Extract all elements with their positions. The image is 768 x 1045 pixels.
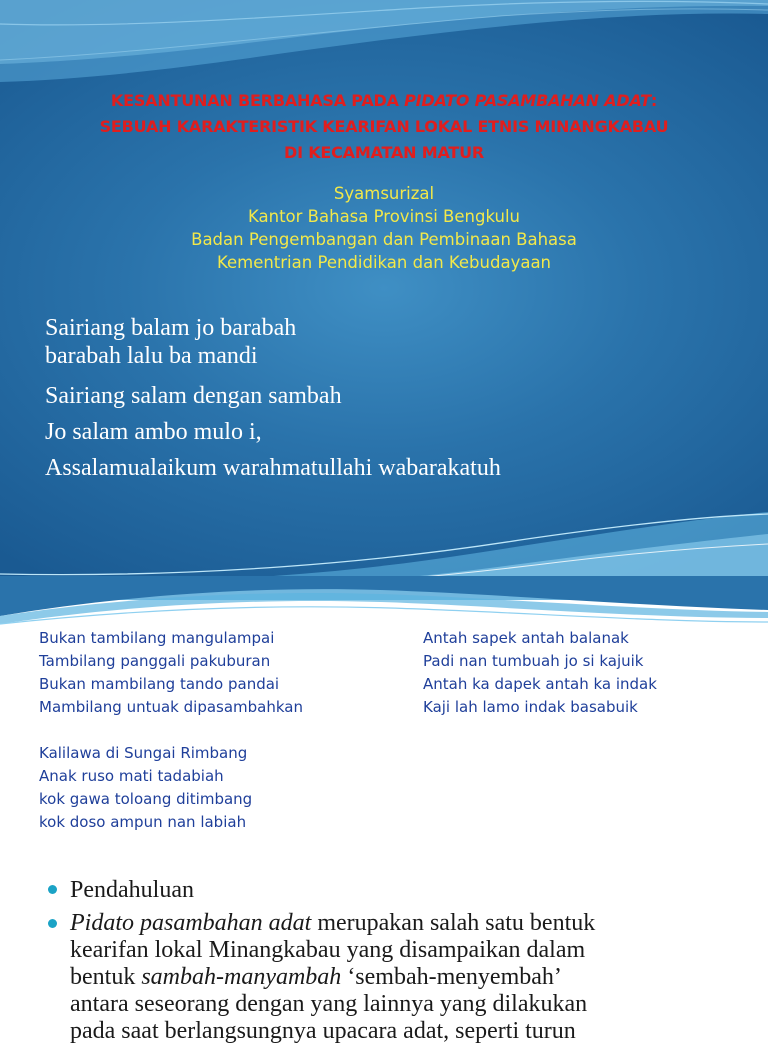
bullet-text: Pendahuluan [70,877,194,903]
stanza-line: Mambilang untuak dipasambahkan [39,698,304,716]
slide-title [0,88,768,166]
bullet-dot-icon [48,919,57,928]
title-line-1: KESANTUNAN BERBAHASA PADA PIDATO PASAMBAHAN ADAT: [110,91,658,110]
stanza-left [39,627,303,719]
stanza-line: Bukan mambilang tando pandai [39,675,280,693]
author-ministry: Kementrian Pendidikan dan Kebudayaan [216,253,552,272]
stanza-line: kok gawa toloang ditimbang [39,790,253,808]
pantun-line: Jo salam ambo mulo i, [45,419,262,445]
stanza-line: Padi nan tumbuah jo si kajuik [423,652,644,670]
bullet-list [46,876,758,1045]
pantun-line: Sairiang salam dengan sambah [45,383,342,409]
opening-pantun [45,314,501,486]
title-line-3: DI KECAMATAN MATUR [283,143,485,162]
pantun-line: Assalamualaikum warahmatullahi wabarakatuh [45,455,501,481]
stanza-line: Anak ruso mati tadabiah [39,767,224,785]
bullet-item-definition [46,910,758,1045]
stanza-line: Tambilang panggali pakuburan [39,652,271,670]
author-agency: Badan Pengembangan dan Pembinaan Bahasa [191,230,577,249]
bullet-dot-icon [48,885,57,894]
stanza-right [423,627,657,719]
content-slide [0,600,768,1044]
stanza-line: Kaji lah lamo indak basabuik [423,698,638,716]
author-office: Kantor Bahasa Provinsi Bengkulu [247,207,520,226]
stanza-line: kok doso ampun nan labiah [39,813,247,831]
stanza-left-second [39,742,252,834]
title-line-2: SEBUAH KARAKTERISTIK KEARIFAN LOKAL ETNIS MINANGKABAU [99,117,669,136]
bullet-line: pada saat berlangsungnya upacara adat, seperti turun [70,1018,576,1044]
stanza-line: Bukan tambilang mangulampai [39,629,275,647]
pantun-line: barabah lalu ba mandi [45,343,258,369]
bullet-item-intro [46,876,758,904]
stanza-line: Kalilawa di Sungai Rimbang [39,744,248,762]
stanza-line: Antah sapek antah balanak [423,629,629,647]
bullet-line: bentuk sambah-manyambah ‘sembah-menyembah’ [70,964,562,990]
bullet-line: kearifan lokal Minangkabau yang disampaikan dalam [70,937,586,963]
bullet-line: antara seseorang dengan yang lainnya yang dilakukan [70,991,588,1017]
author-block [0,182,768,274]
author-name: Syamsurizal [333,184,435,203]
stanza-line: Antah ka dapek antah ka indak [423,675,657,693]
bullet-line: Pidato pasambahan adat merupakan salah satu bentuk [70,910,596,936]
pantun-line: Sairiang balam jo barabah [45,315,297,341]
